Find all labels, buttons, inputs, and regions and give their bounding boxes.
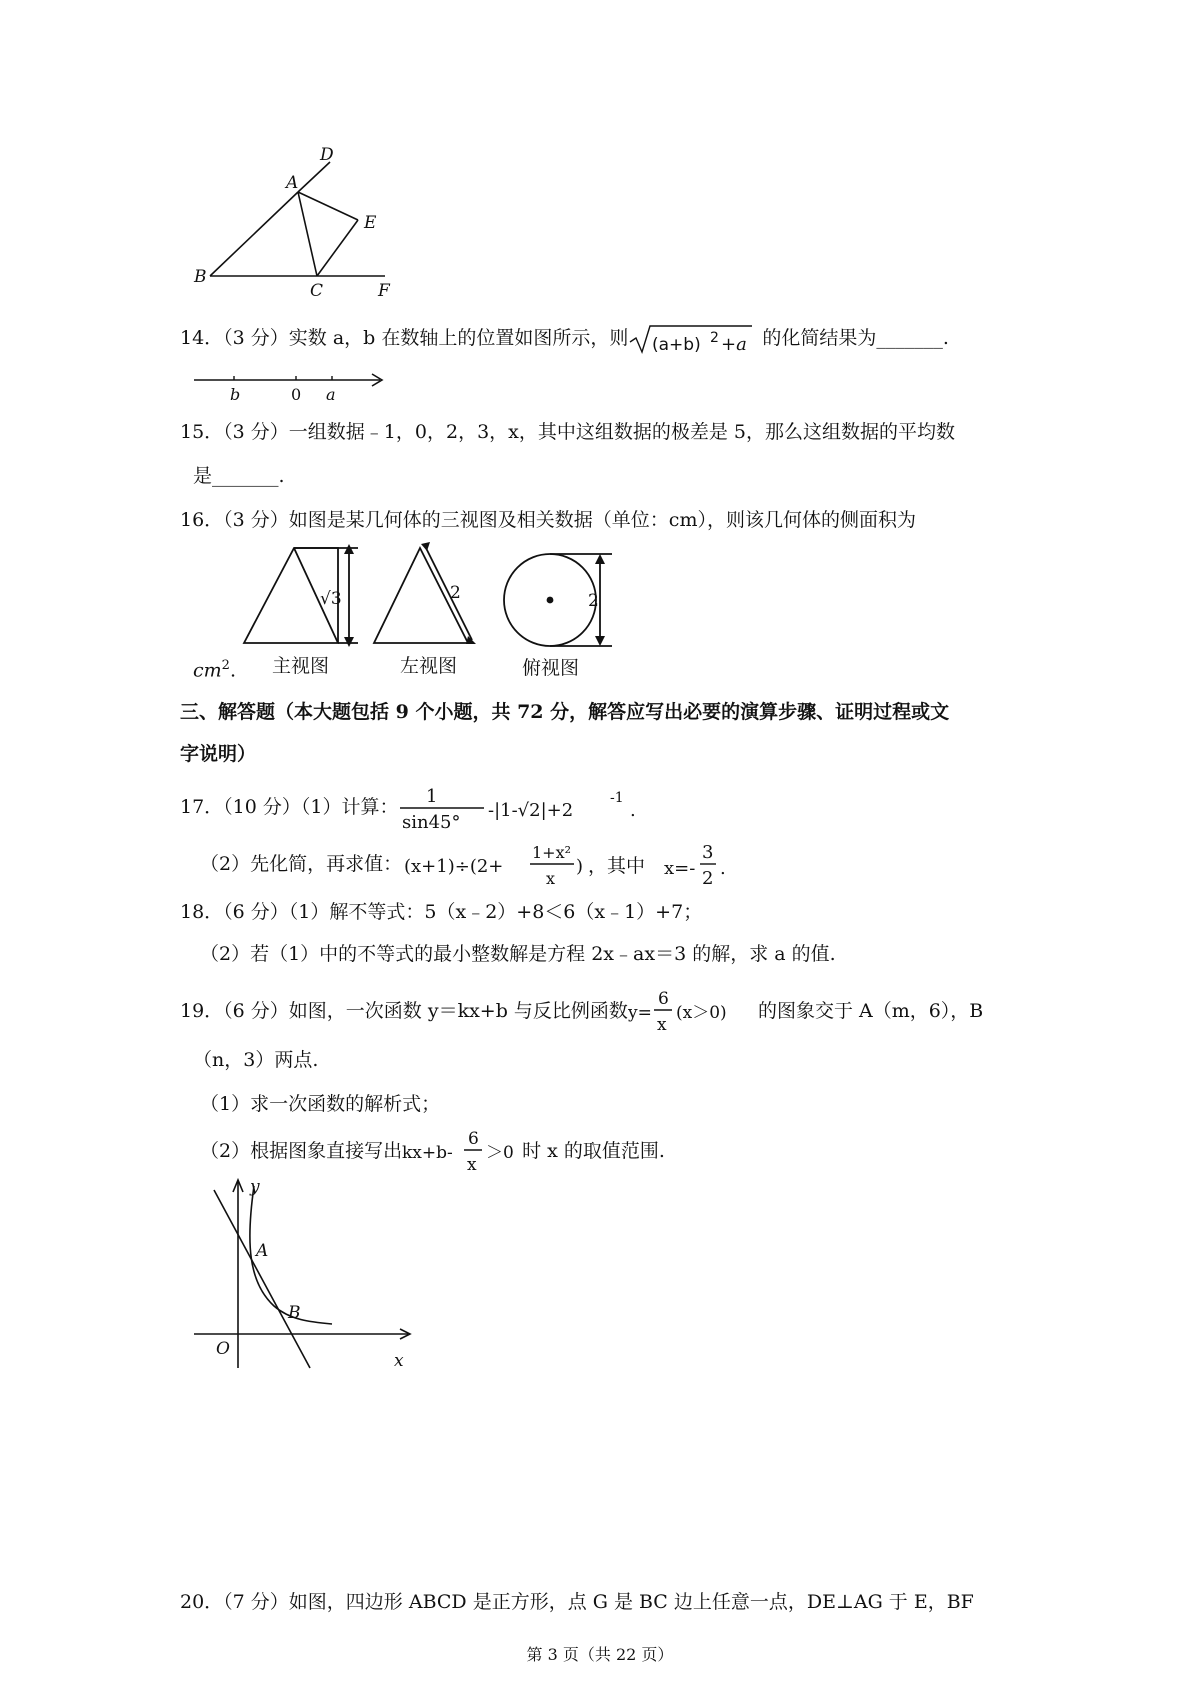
sqrt-inner: (a+b) <box>652 335 702 355</box>
q19-line1-b: 的图象交于 A（m，6），B <box>757 1000 984 1022</box>
graph-label-a: A <box>256 1241 269 1261</box>
graph-label-b: B <box>288 1303 301 1323</box>
question-20-line1: 20．（7 分）如图，四边形 ABCD 是正方形，点 G 是 BC 边上任意一点，DE⊥AG 于 E，BF <box>180 1591 974 1613</box>
number-line <box>190 368 390 408</box>
question-16-line1: 16．（3 分）如图是某几何体的三视图及相关数据（单位：cm），则该几何体的侧面积为 <box>180 509 916 531</box>
caption-top-view: 俯视图 <box>522 657 580 679</box>
label-f: F <box>378 281 390 300</box>
q19-func-num: 6 <box>657 989 669 1009</box>
q19-line1-a: 19．（6 分）如图，一次函数 y＝kx+b 与反比例函数 <box>180 1000 628 1022</box>
graph-label-o: O <box>216 1339 230 1359</box>
graph-label-x: x <box>394 1351 404 1371</box>
section-3-heading-line2: 字说明） <box>180 743 257 765</box>
q17-rest: -|1-√2|+2 <box>488 800 574 821</box>
q19-ineq-f: kx+b- <box>402 1143 453 1163</box>
caption-left-view: 左视图 <box>400 655 458 677</box>
q17-frac-den: sin45° <box>402 812 461 833</box>
q19-func-y: y= <box>627 1003 652 1023</box>
section-3-heading-line1: 三、解答题（本大题包括 9 个小题，共 72 分，解答应写出必要的演算步骤、证明过程或文 <box>180 701 950 723</box>
q17-p2-end: . <box>720 858 726 879</box>
q14-text-after: 的化简结果为_______. <box>756 327 949 349</box>
q17-p2-mid: ，其中 <box>588 855 646 877</box>
label-a: A <box>286 173 299 193</box>
unit-exponent: 2 <box>221 658 230 673</box>
q17-p2-num: 1+x² <box>532 843 572 862</box>
geometry-figure-abcdef <box>190 140 430 300</box>
q17-end: . <box>630 800 637 821</box>
question-19-line1 <box>180 986 983 1036</box>
q19-func-den: x <box>656 1015 667 1035</box>
dim-left: 2 <box>450 583 461 603</box>
axis-label-0: 0 <box>291 385 302 404</box>
q17-p2-a: (x+1)÷(2+ <box>404 856 504 877</box>
q19-ineq-den: x <box>467 1155 477 1175</box>
three-views-figure <box>236 540 636 680</box>
q19-line4-b: 时 x 的取值范围. <box>522 1140 665 1162</box>
q17-expression <box>398 782 648 834</box>
q17-part2-expression <box>402 838 732 892</box>
axis-label-a: a <box>326 385 336 404</box>
q17-p2-xnum: 3 <box>702 842 714 863</box>
q17-p2-den: x <box>546 869 556 888</box>
function-graph <box>186 1172 426 1372</box>
dim-front: √3 <box>320 589 342 609</box>
q17-prefix: 17．（10 分）（1）计算： <box>180 796 399 818</box>
q19-ineq-gt: ＞0 <box>486 1143 514 1163</box>
q17-frac-num: 1 <box>426 786 438 807</box>
q14-text: 14．（3 分）实数 a，b 在数轴上的位置如图所示，则 <box>180 327 629 349</box>
unit-cm: cm <box>193 659 222 682</box>
question-19-line2: （n，3）两点. <box>193 1049 319 1071</box>
q19-ineq-num: 6 <box>468 1129 479 1149</box>
sqrt-exponent: 2 <box>710 330 720 346</box>
graph-label-y: y <box>250 1177 260 1197</box>
label-d: D <box>320 145 334 165</box>
sqrt-tail: +a <box>721 334 748 355</box>
dim-top: 2 <box>588 591 599 611</box>
page-footer: 第 3 页（共 22 页） <box>526 1645 674 1664</box>
axis-label-b: b <box>230 385 241 404</box>
question-19-line4 <box>200 1126 665 1176</box>
q17-p2-b: ) <box>576 856 584 877</box>
question-16-unit <box>193 652 236 684</box>
q19-function <box>628 986 758 1038</box>
question-17-part1 <box>180 782 648 832</box>
question-19-line3: （1）求一次函数的解析式； <box>200 1093 441 1115</box>
q17-p2-x: x=- <box>664 858 696 879</box>
question-18-line2: （2）若（1）中的不等式的最小整数解是方程 2x﹣ax＝3 的解，求 a 的值. <box>200 943 836 965</box>
question-15-line2: 是_______. <box>193 465 285 487</box>
unit-tail: . <box>229 659 236 682</box>
q19-line4-a: （2）根据图象直接写出 <box>200 1140 403 1162</box>
label-e: E <box>364 213 377 233</box>
question-17-part2 <box>200 838 732 888</box>
caption-front-view: 主视图 <box>272 655 330 677</box>
q17-p2-xden: 2 <box>702 868 714 889</box>
q17-exponent: -1 <box>610 790 625 806</box>
question-14 <box>180 322 949 356</box>
question-18-line1: 18．（6 分）（1）解不等式：5（x﹣2）+8＜6（x﹣1）+7； <box>180 901 703 923</box>
q17-part2-prefix: （2）先化简，再求值： <box>200 853 403 875</box>
sqrt-formula <box>628 322 756 356</box>
q19-inequality <box>402 1126 522 1178</box>
label-c: C <box>310 281 324 300</box>
question-15-line1: 15．（3 分）一组数据﹣1，0，2，3，x，其中这组数据的极差是 5，那么这组数据的平均数 <box>180 421 956 443</box>
q19-func-cond: (x＞0) <box>675 1003 727 1023</box>
label-b: B <box>194 267 207 287</box>
